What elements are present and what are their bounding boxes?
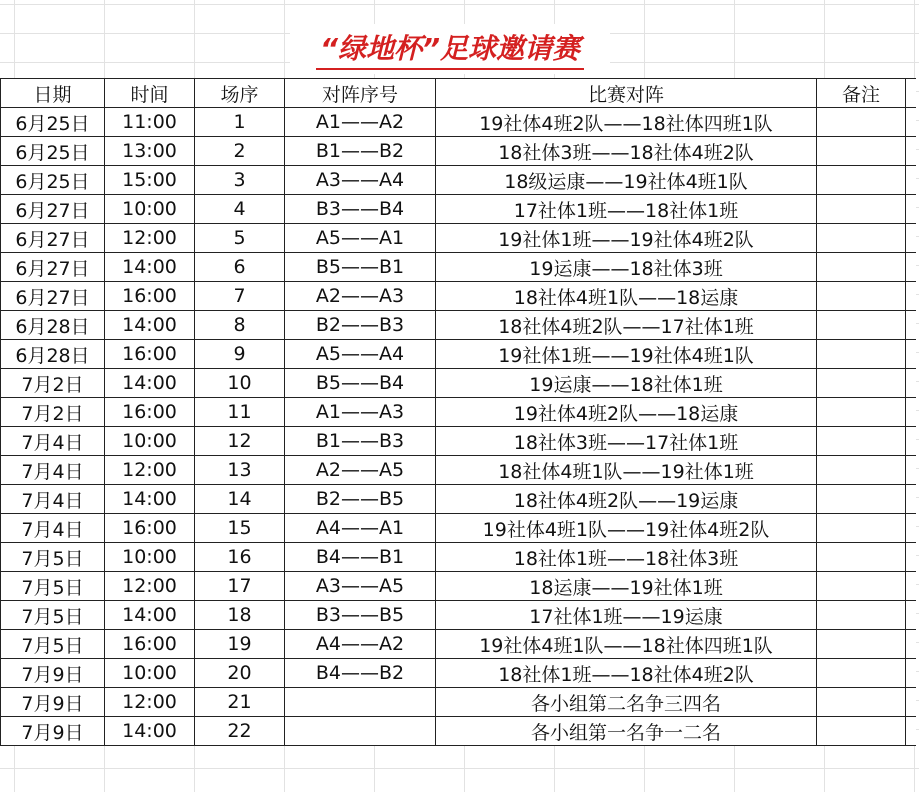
cell-pairing[interactable]: B1——B2	[285, 137, 436, 166]
cell-date[interactable]: 6月28日	[1, 340, 105, 369]
table-row	[1, 717, 917, 746]
cell-pairing[interactable]: A5——A1	[285, 224, 436, 253]
cell-time[interactable]: 12:00	[105, 688, 195, 717]
table-row	[1, 601, 917, 630]
cell-match[interactable]: 19社体4班2队——18社体四班1队	[436, 108, 817, 137]
cell-match[interactable]: 18社体1班——18社体4班2队	[436, 659, 817, 688]
table-row	[1, 485, 917, 514]
cell-order[interactable]: 10	[195, 369, 285, 398]
cell-pairing[interactable]: A3——A5	[285, 572, 436, 601]
cell-match[interactable]: 19社体4班1队——19社体4班2队	[436, 514, 817, 543]
cell-time[interactable]: 12:00	[105, 572, 195, 601]
cell-time[interactable]: 16:00	[105, 398, 195, 427]
match-schedule-table	[0, 78, 916, 746]
cell-match[interactable]: 18社体4班1队——18运康	[436, 282, 817, 311]
cell-pairing[interactable]: B5——B1	[285, 253, 436, 282]
cell-note[interactable]	[817, 717, 906, 746]
cell-pairing[interactable]: A5——A4	[285, 340, 436, 369]
header-time[interactable]: 时间	[105, 79, 195, 108]
cell-order[interactable]: 20	[195, 659, 285, 688]
cell-order[interactable]: 17	[195, 572, 285, 601]
cell-time[interactable]: 15:00	[105, 166, 195, 195]
table-row	[1, 340, 917, 369]
cell-note[interactable]	[817, 253, 906, 282]
cell-note[interactable]	[817, 572, 906, 601]
table-row	[1, 282, 917, 311]
table-row	[1, 630, 917, 659]
empty-grid-area	[0, 748, 919, 792]
cell-date[interactable]: 7月2日	[1, 369, 105, 398]
edge-cell[interactable]	[906, 224, 917, 253]
edge-cell[interactable]	[906, 79, 917, 108]
cell-time[interactable]: 16:00	[105, 514, 195, 543]
cell-order[interactable]: 16	[195, 543, 285, 572]
table-row	[1, 456, 917, 485]
cell-note[interactable]	[817, 456, 906, 485]
cell-date[interactable]: 7月4日	[1, 427, 105, 456]
cell-pairing[interactable]: A4——A1	[285, 514, 436, 543]
edge-cell[interactable]	[906, 253, 917, 282]
cell-pairing[interactable]: B3——B4	[285, 195, 436, 224]
cell-pairing[interactable]: A4——A2	[285, 630, 436, 659]
cell-order[interactable]: 15	[195, 514, 285, 543]
cell-pairing[interactable]: A1——A2	[285, 108, 436, 137]
edge-cell[interactable]	[906, 340, 917, 369]
cell-match[interactable]: 18社体4班2队——19运康	[436, 485, 817, 514]
cell-pairing[interactable]: B3——B5	[285, 601, 436, 630]
cell-order[interactable]: 21	[195, 688, 285, 717]
cell-order[interactable]: 4	[195, 195, 285, 224]
cell-match[interactable]: 19运康——18社体1班	[436, 369, 817, 398]
cell-time[interactable]: 13:00	[105, 137, 195, 166]
cell-pairing[interactable]: B4——B2	[285, 659, 436, 688]
cell-time[interactable]: 16:00	[105, 340, 195, 369]
cell-note[interactable]	[817, 659, 906, 688]
edge-cell[interactable]	[906, 195, 917, 224]
cell-pairing[interactable]: B2——B3	[285, 311, 436, 340]
header-note[interactable]: 备注	[817, 79, 906, 108]
cell-date[interactable]: 6月27日	[1, 224, 105, 253]
cell-order[interactable]: 19	[195, 630, 285, 659]
table-row	[1, 427, 917, 456]
cell-time[interactable]: 16:00	[105, 282, 195, 311]
header-pairing[interactable]: 对阵序号	[285, 79, 436, 108]
cell-note[interactable]	[817, 398, 906, 427]
cell-order[interactable]: 1	[195, 108, 285, 137]
cell-date[interactable]: 6月25日	[1, 108, 105, 137]
cell-match[interactable]: 18社体3班——18社体4班2队	[436, 137, 817, 166]
cell-date[interactable]: 6月28日	[1, 311, 105, 340]
cell-pairing[interactable]: B5——B4	[285, 369, 436, 398]
header-order[interactable]: 场序	[195, 79, 285, 108]
cell-note[interactable]	[817, 137, 906, 166]
edge-cell[interactable]	[906, 601, 917, 630]
cell-note[interactable]	[817, 630, 906, 659]
cell-note[interactable]	[817, 311, 906, 340]
table-row	[1, 224, 917, 253]
cell-match[interactable]: 18社体4班2队——17社体1班	[436, 311, 817, 340]
cell-time[interactable]: 14:00	[105, 485, 195, 514]
cell-time[interactable]: 14:00	[105, 311, 195, 340]
cell-order[interactable]: 3	[195, 166, 285, 195]
page-title: “绿地杯”足球邀请赛	[290, 24, 610, 74]
cell-match[interactable]: 19社体4班1队——18社体四班1队	[436, 630, 817, 659]
cell-note[interactable]	[817, 340, 906, 369]
cell-date[interactable]: 7月9日	[1, 688, 105, 717]
edge-cell[interactable]	[906, 717, 917, 746]
edge-cell[interactable]	[906, 485, 917, 514]
cell-order[interactable]: 11	[195, 398, 285, 427]
cell-time[interactable]: 10:00	[105, 659, 195, 688]
table-row	[1, 688, 917, 717]
cell-pairing[interactable]: B2——B5	[285, 485, 436, 514]
cell-note[interactable]	[817, 166, 906, 195]
cell-pairing[interactable]: A2——A5	[285, 456, 436, 485]
cell-order[interactable]: 13	[195, 456, 285, 485]
header-row	[1, 79, 917, 108]
edge-cell[interactable]	[906, 137, 917, 166]
cell-time[interactable]: 12:00	[105, 224, 195, 253]
edge-cell[interactable]	[906, 543, 917, 572]
cell-time[interactable]: 10:00	[105, 543, 195, 572]
cell-note[interactable]	[817, 224, 906, 253]
cell-note[interactable]	[817, 282, 906, 311]
cell-time[interactable]: 11:00	[105, 108, 195, 137]
cell-order[interactable]: 12	[195, 427, 285, 456]
cell-order[interactable]: 5	[195, 224, 285, 253]
cell-time[interactable]: 12:00	[105, 456, 195, 485]
cell-date[interactable]: 6月27日	[1, 195, 105, 224]
cell-date[interactable]: 6月25日	[1, 166, 105, 195]
cell-time[interactable]: 16:00	[105, 630, 195, 659]
edge-cell[interactable]	[906, 311, 917, 340]
table-row	[1, 398, 917, 427]
cell-note[interactable]	[817, 688, 906, 717]
edge-cell[interactable]	[906, 514, 917, 543]
cell-date[interactable]: 6月25日	[1, 137, 105, 166]
cell-pairing[interactable]	[285, 688, 436, 717]
cell-order[interactable]: 6	[195, 253, 285, 282]
cell-note[interactable]	[817, 601, 906, 630]
cell-match[interactable]: 19社体4班2队——18运康	[436, 398, 817, 427]
table-row	[1, 253, 917, 282]
table-row	[1, 195, 917, 224]
cell-order[interactable]: 18	[195, 601, 285, 630]
cell-date[interactable]: 7月2日	[1, 398, 105, 427]
cell-date[interactable]: 7月4日	[1, 485, 105, 514]
cell-order[interactable]: 2	[195, 137, 285, 166]
cell-pairing[interactable]: A2——A3	[285, 282, 436, 311]
cell-note[interactable]	[817, 514, 906, 543]
header-date[interactable]: 日期	[1, 79, 105, 108]
cell-match[interactable]: 19运康——18社体3班	[436, 253, 817, 282]
cell-match[interactable]: 17社体1班——19运康	[436, 601, 817, 630]
cell-match[interactable]: 18社体1班——18社体3班	[436, 543, 817, 572]
cell-date[interactable]: 7月9日	[1, 717, 105, 746]
cell-pairing[interactable]	[285, 717, 436, 746]
table-row	[1, 166, 917, 195]
edge-cell[interactable]	[906, 427, 917, 456]
cell-match[interactable]: 各小组第一名争一二名	[436, 717, 817, 746]
cell-match[interactable]: 18级运康——19社体4班1队	[436, 166, 817, 195]
edge-cell[interactable]	[906, 369, 917, 398]
table-row	[1, 543, 917, 572]
cell-note[interactable]	[817, 543, 906, 572]
cell-date[interactable]: 7月5日	[1, 543, 105, 572]
cell-order[interactable]: 22	[195, 717, 285, 746]
cell-match[interactable]: 19社体1班——19社体4班2队	[436, 224, 817, 253]
cell-pairing[interactable]: A3——A4	[285, 166, 436, 195]
cell-date[interactable]: 7月9日	[1, 659, 105, 688]
cell-time[interactable]: 14:00	[105, 717, 195, 746]
cell-date[interactable]: 6月27日	[1, 282, 105, 311]
cell-time[interactable]: 14:00	[105, 253, 195, 282]
cell-match[interactable]: 19社体1班——19社体4班1队	[436, 340, 817, 369]
edge-cell[interactable]	[906, 572, 917, 601]
edge-cell[interactable]	[906, 688, 917, 717]
table-row	[1, 369, 917, 398]
table-row	[1, 108, 917, 137]
cell-date[interactable]: 7月4日	[1, 456, 105, 485]
cell-date[interactable]: 7月4日	[1, 514, 105, 543]
table-row	[1, 572, 917, 601]
cell-date[interactable]: 7月5日	[1, 630, 105, 659]
cell-note[interactable]	[817, 108, 906, 137]
title-underline	[316, 68, 584, 70]
header-match[interactable]: 比赛对阵	[436, 79, 817, 108]
cell-note[interactable]	[817, 369, 906, 398]
cell-date[interactable]: 7月5日	[1, 601, 105, 630]
edge-cell[interactable]	[906, 659, 917, 688]
cell-time[interactable]: 10:00	[105, 195, 195, 224]
edge-cell[interactable]	[906, 108, 917, 137]
cell-pairing[interactable]: B1——B3	[285, 427, 436, 456]
cell-time[interactable]: 10:00	[105, 427, 195, 456]
edge-cell[interactable]	[906, 166, 917, 195]
cell-pairing[interactable]: A1——A3	[285, 398, 436, 427]
cell-order[interactable]: 8	[195, 311, 285, 340]
edge-cell[interactable]	[906, 398, 917, 427]
edge-cell[interactable]	[906, 630, 917, 659]
cell-note[interactable]	[817, 195, 906, 224]
table-row	[1, 514, 917, 543]
cell-order[interactable]: 14	[195, 485, 285, 514]
cell-time[interactable]: 14:00	[105, 601, 195, 630]
cell-match[interactable]: 18运康——19社体1班	[436, 572, 817, 601]
cell-note[interactable]	[817, 427, 906, 456]
cell-order[interactable]: 7	[195, 282, 285, 311]
cell-match[interactable]: 17社体1班——18社体1班	[436, 195, 817, 224]
cell-date[interactable]: 6月27日	[1, 253, 105, 282]
cell-note[interactable]	[817, 485, 906, 514]
cell-time[interactable]: 14:00	[105, 369, 195, 398]
cell-date[interactable]: 7月5日	[1, 572, 105, 601]
cell-pairing[interactable]: B4——B1	[285, 543, 436, 572]
table-row	[1, 659, 917, 688]
cell-match[interactable]: 18社体3班——17社体1班	[436, 427, 817, 456]
cell-match[interactable]: 各小组第二名争三四名	[436, 688, 817, 717]
cell-match[interactable]: 18社体4班1队——19社体1班	[436, 456, 817, 485]
table-row	[1, 137, 917, 166]
edge-cell[interactable]	[906, 282, 917, 311]
cell-order[interactable]: 9	[195, 340, 285, 369]
edge-cell[interactable]	[906, 456, 917, 485]
table-row	[1, 311, 917, 340]
